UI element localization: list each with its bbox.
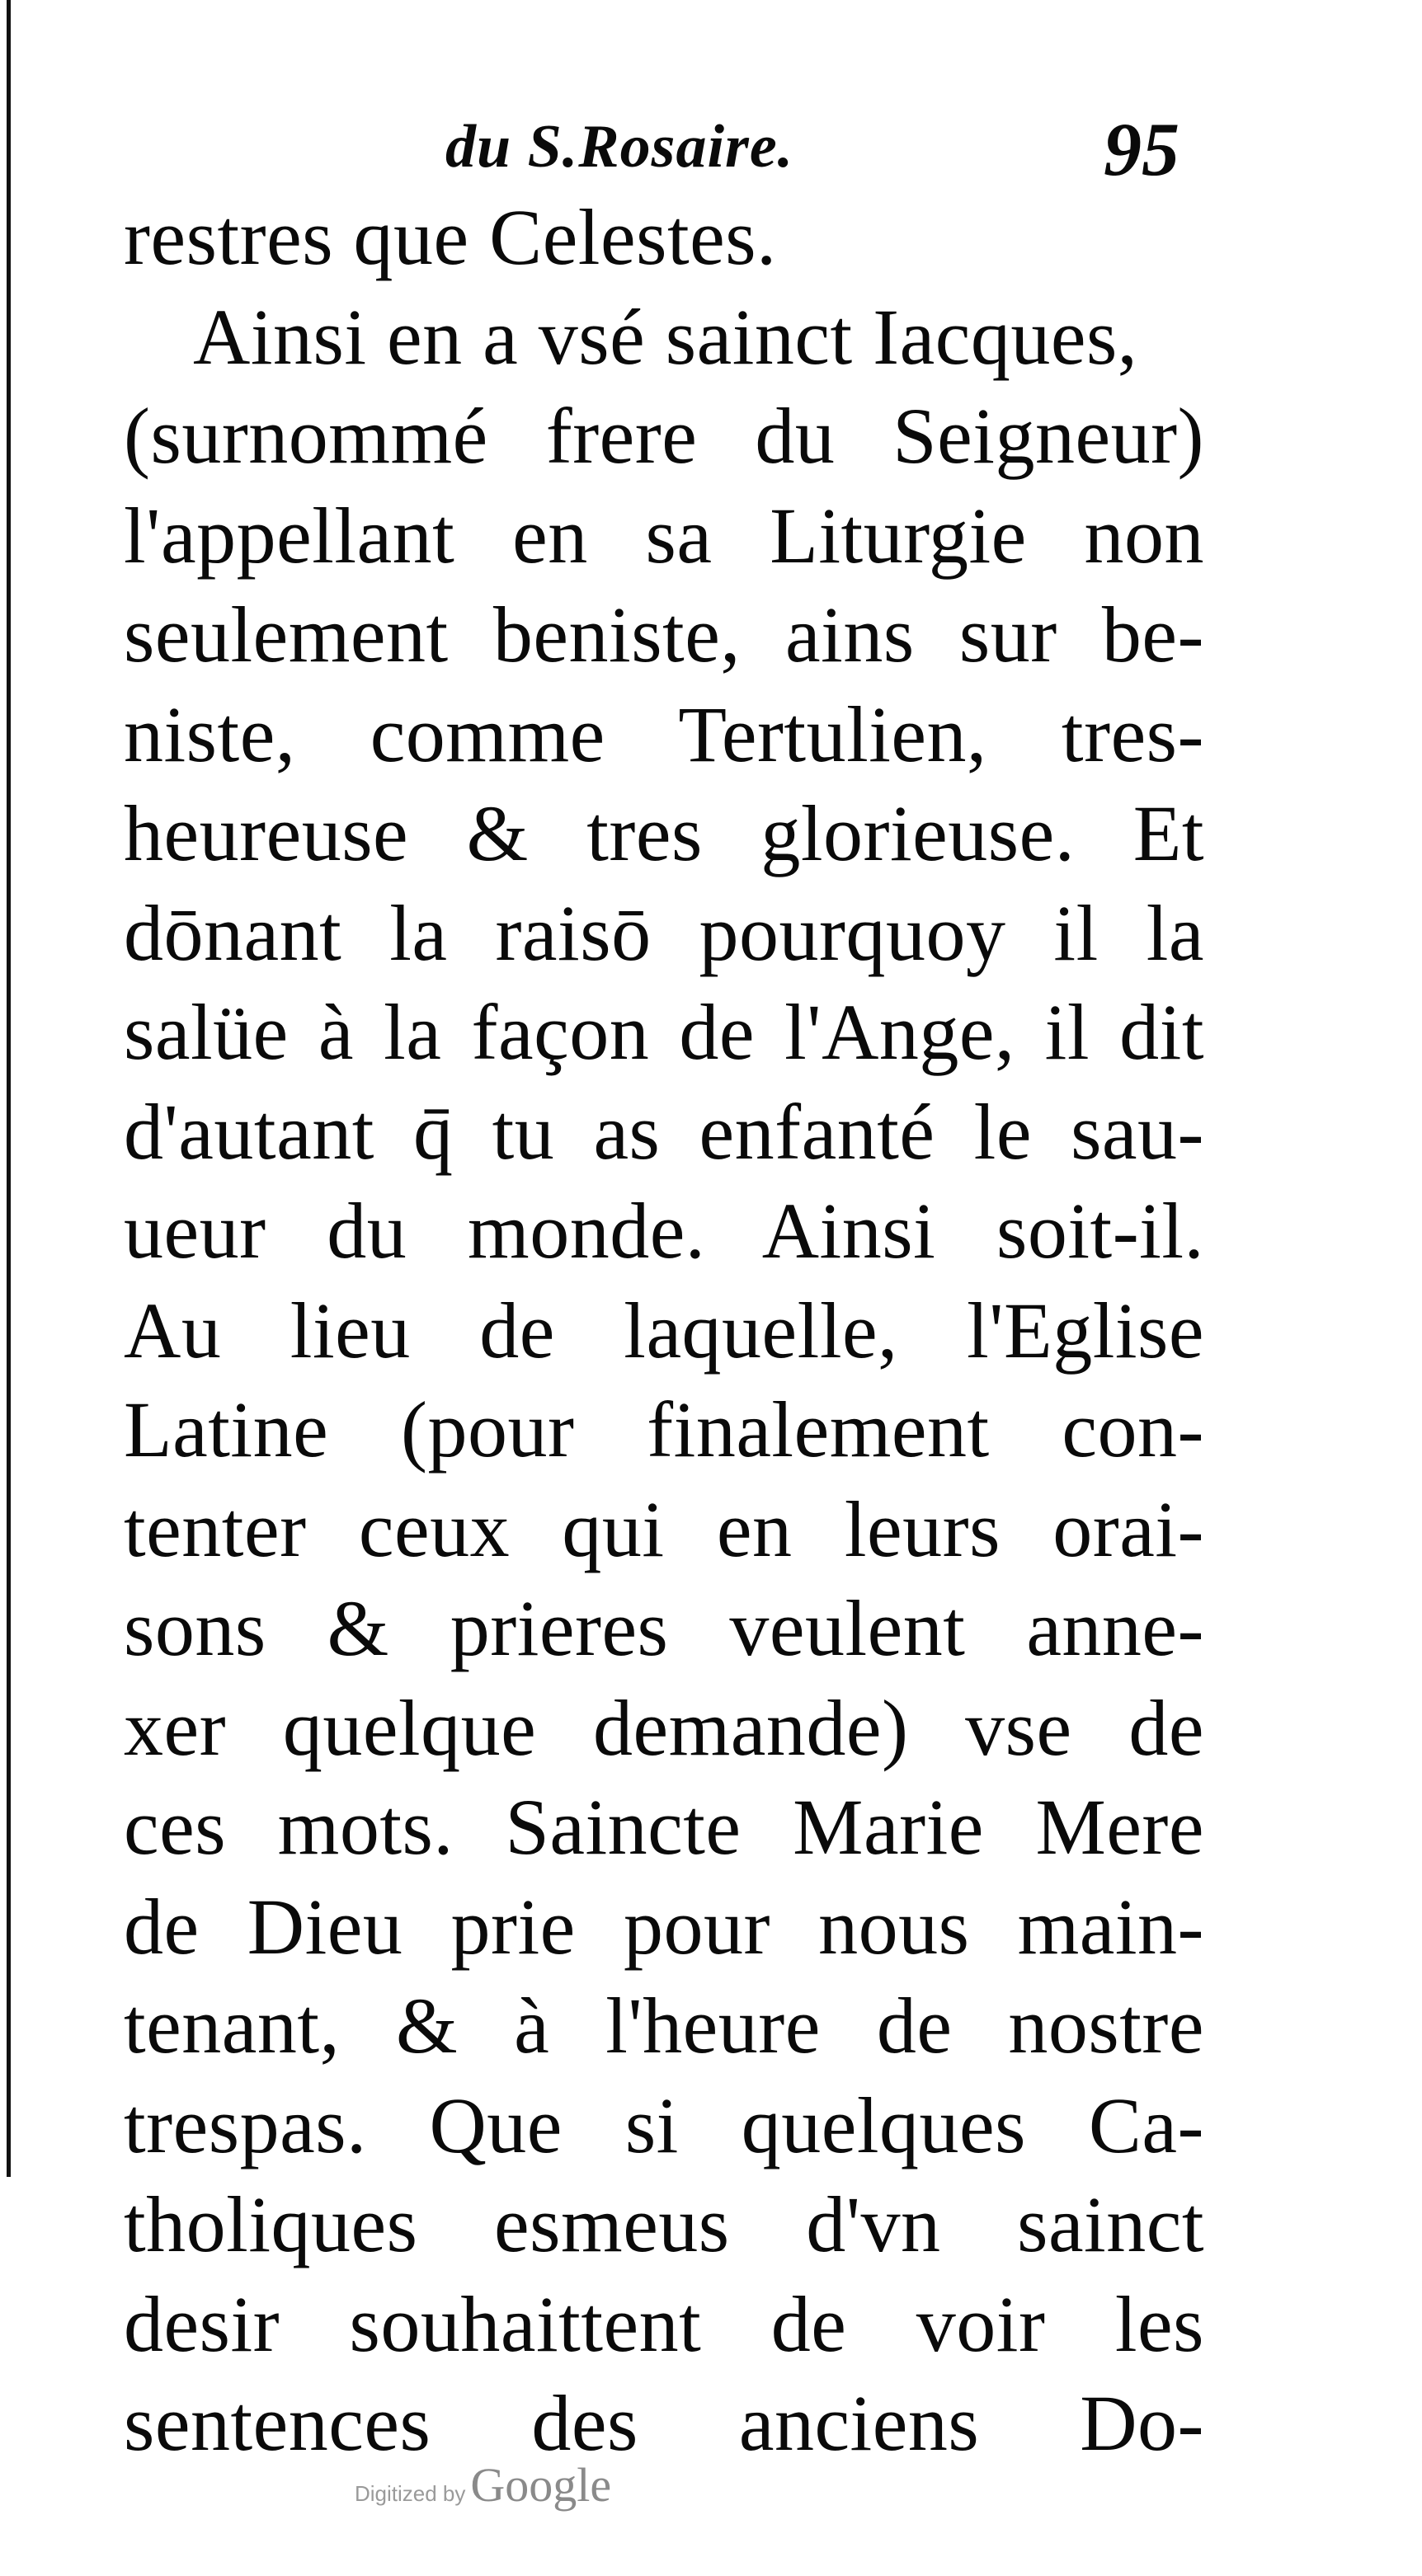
text-line: tenter ceux qui en leurs orai- xyxy=(124,1484,1204,1573)
text-line: (surnommé frere du Seigneur) xyxy=(124,392,1204,480)
text-line: niste, comme Tertulien, tres- xyxy=(124,689,1204,778)
text-line: tenant, & à l'heure de nostre xyxy=(124,1981,1204,2070)
text-line: seulement beniste, ains sur be- xyxy=(124,590,1204,679)
text-line: sons & prieres veulent anne- xyxy=(124,1584,1204,1672)
text-line: restres que Celestes. xyxy=(124,193,777,281)
text-line: heureuse & tres glorieuse. Et xyxy=(124,789,1204,877)
text-line: salüe à la façon de l'Ange, il dit xyxy=(124,988,1204,1076)
digitized-by-label: Digitized by xyxy=(355,2481,466,2506)
text-line: ueur du monde. Ainsi soit-il. xyxy=(124,1187,1204,1275)
text-line: xer quelque demande) vse de xyxy=(124,1683,1204,1772)
text-line: ces mots. Saincte Marie Mere xyxy=(124,1783,1204,1871)
text-line: l'appellant en sa Liturgie non xyxy=(124,491,1204,580)
digitization-watermark xyxy=(355,2457,611,2513)
text-line: Au lieu de laquelle, l'Eglise xyxy=(124,1286,1204,1375)
running-head: du S.Rosaire. xyxy=(445,113,794,181)
text-line: sentences des anciens Do- xyxy=(124,2379,1204,2467)
text-line: d'autant q̄ tu as enfanté le sau- xyxy=(124,1087,1204,1176)
text-line: trespas. Que si quelques Ca- xyxy=(124,2080,1204,2169)
page-header xyxy=(0,97,1422,196)
page-edge-rule xyxy=(7,0,11,2177)
google-logo: Google xyxy=(470,2458,612,2512)
text-line: de Dieu prie pour nous main- xyxy=(124,1882,1204,1971)
text-line: dōnant la raisō pourquoy il la xyxy=(124,888,1204,977)
body-text xyxy=(124,188,1204,2474)
text-line: desir souhaittent de voir les xyxy=(124,2279,1204,2368)
page-number: 95 xyxy=(1104,107,1180,191)
text-line: tholiques esmeus d'vn sainct xyxy=(124,2180,1204,2268)
text-line: Ainsi en a vsé sainct Iacques, xyxy=(193,292,1138,381)
text-line: Latine (pour finalement con- xyxy=(124,1385,1204,1474)
